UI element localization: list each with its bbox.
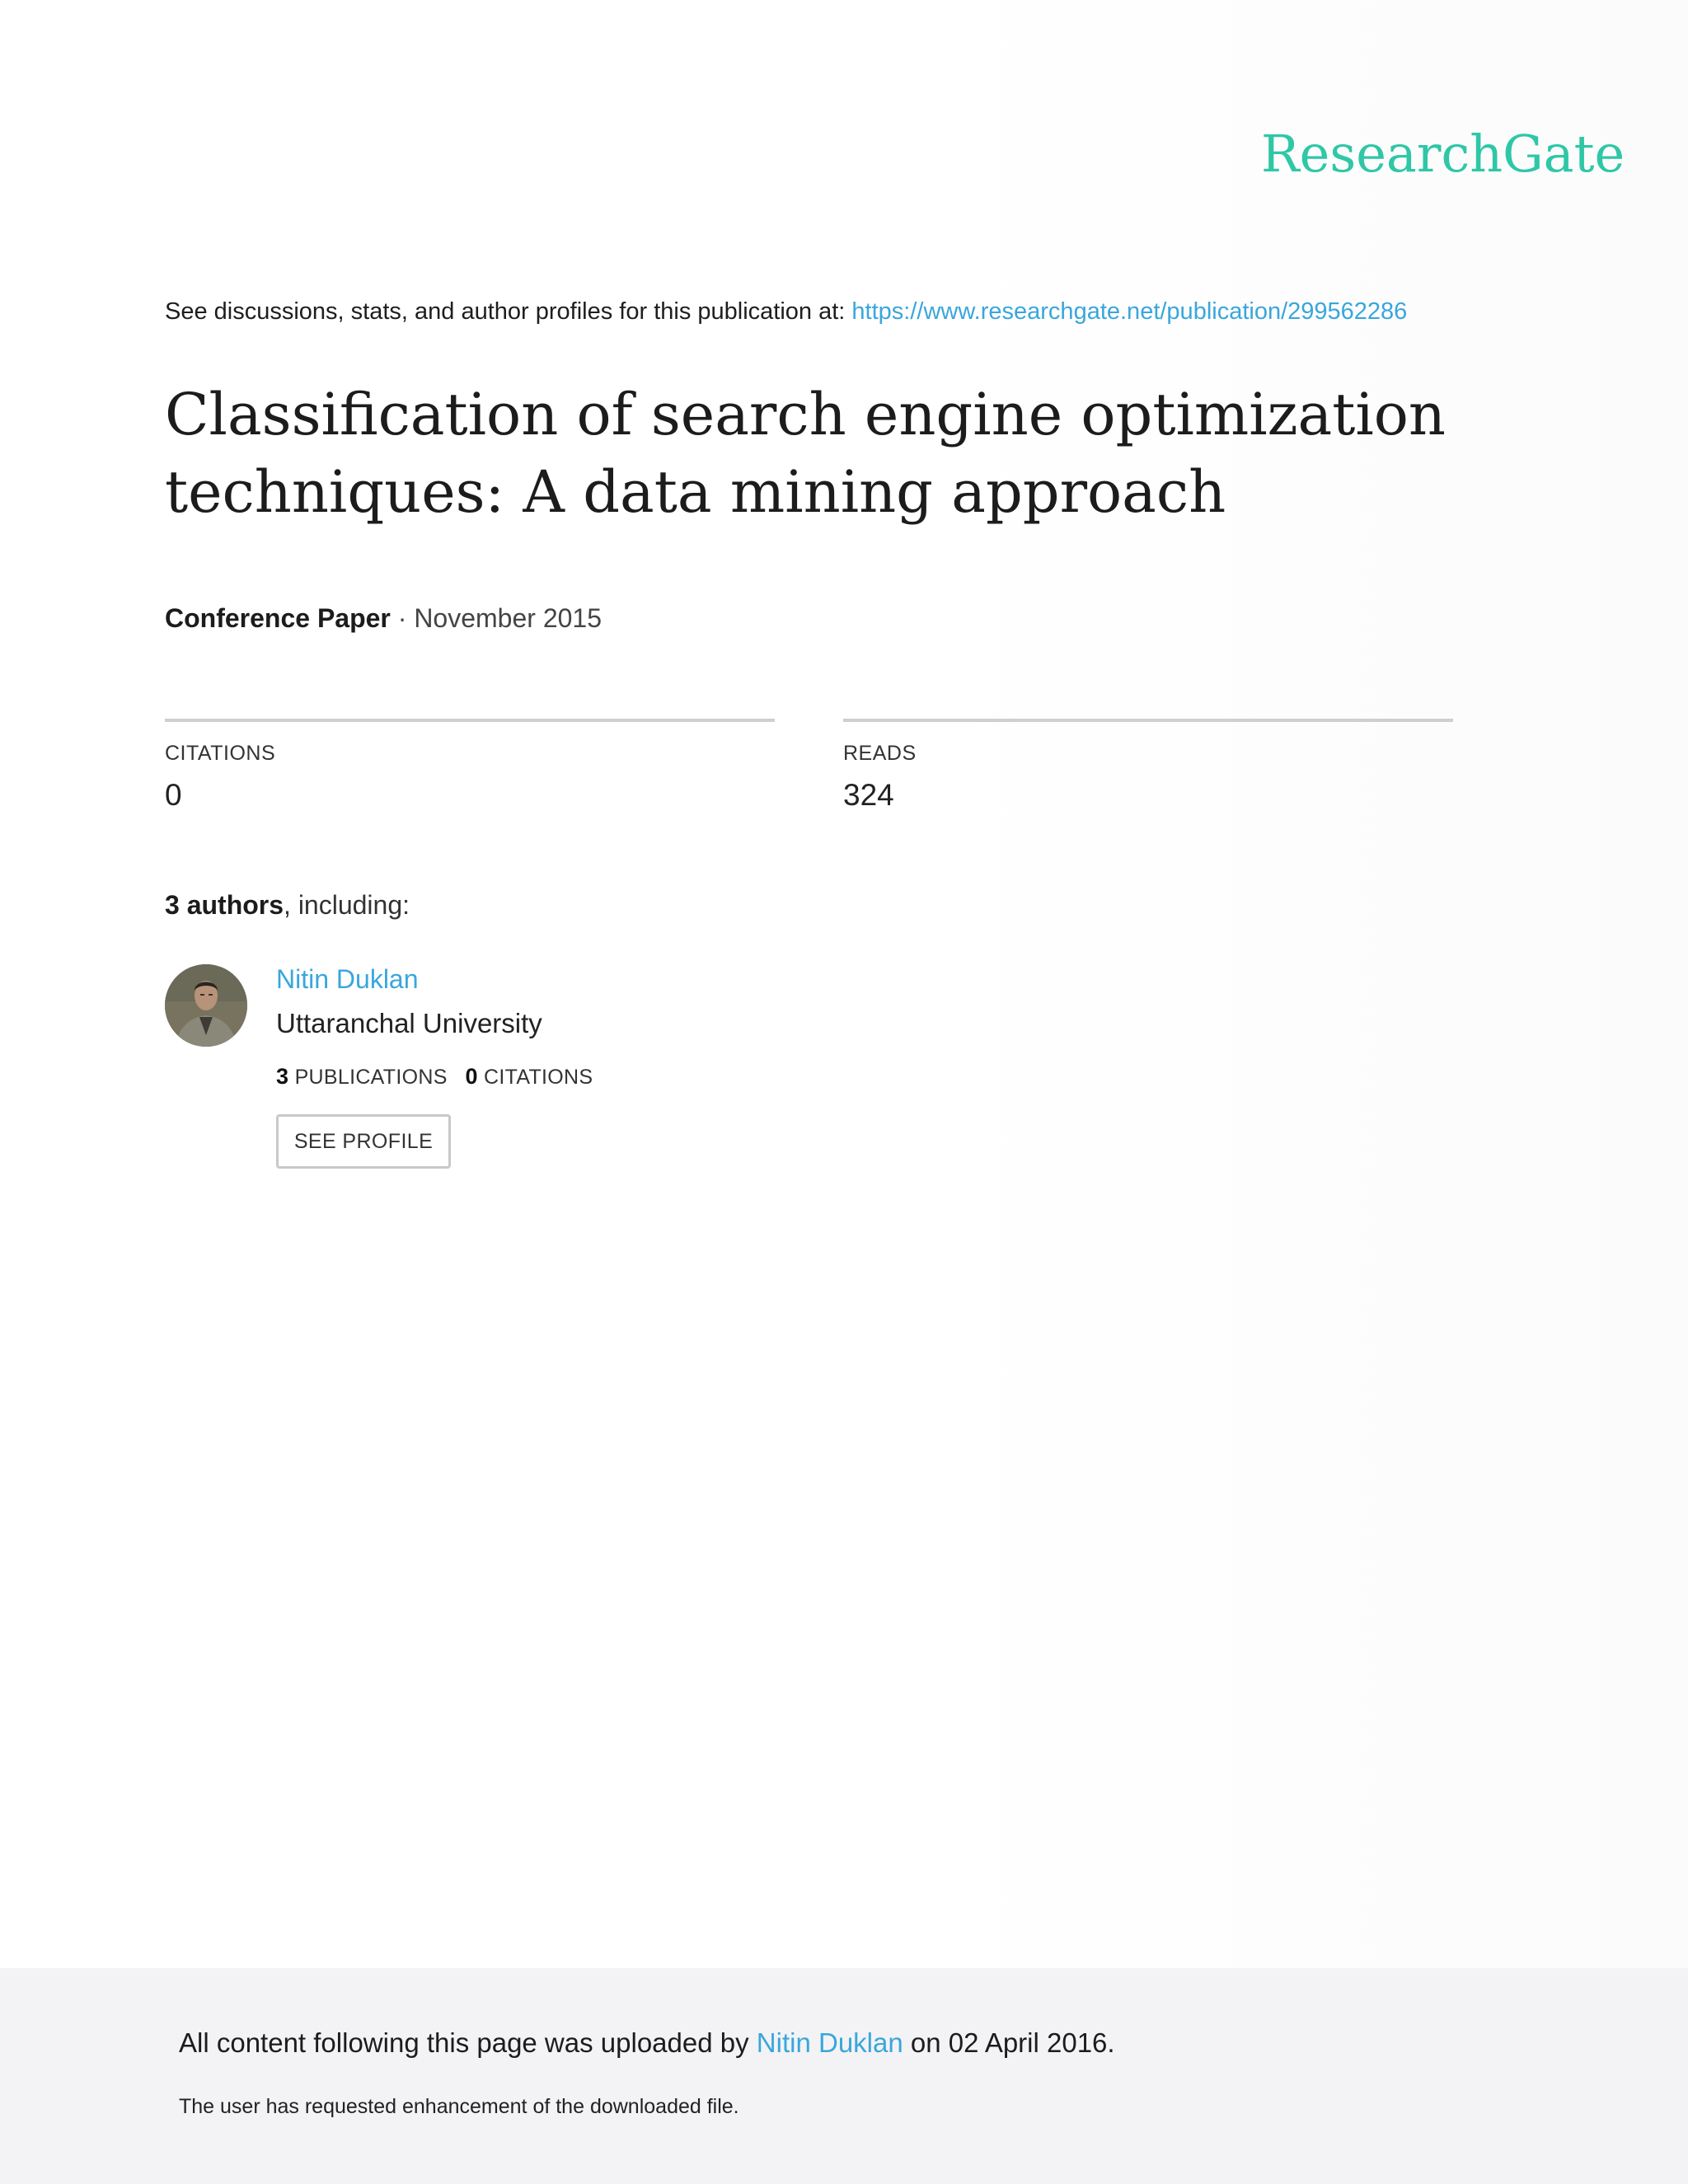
meta-separator: · xyxy=(390,603,415,633)
discussion-notice xyxy=(165,298,1407,326)
publication-link[interactable]: https://www.researchgate.net/publication/299562286 xyxy=(851,298,1408,325)
citations-value: 0 xyxy=(165,778,182,812)
authors-suffix: , including: xyxy=(284,890,410,920)
footer-panel xyxy=(0,1968,1688,2184)
publication-type: Conference Paper xyxy=(165,603,391,633)
researchgate-logo[interactable]: ResearchGate xyxy=(1261,124,1625,184)
citations-divider xyxy=(165,719,775,722)
author-photo xyxy=(165,964,247,1047)
reads-value: 324 xyxy=(843,778,894,812)
upload-suffix: on 02 April 2016. xyxy=(903,2027,1115,2058)
authors-heading xyxy=(165,890,410,921)
uploader-link[interactable]: Nitin Duklan xyxy=(756,2027,903,2058)
author-publications-count: 3 xyxy=(276,1064,289,1089)
reads-divider xyxy=(843,719,1453,722)
citations-label: CITATIONS xyxy=(165,742,276,765)
publication-meta xyxy=(165,603,602,634)
author-institution: Uttaranchal University xyxy=(276,1008,542,1038)
author-stats xyxy=(276,1064,593,1090)
author-avatar[interactable] xyxy=(165,964,247,1047)
upload-notice xyxy=(179,2027,1115,2059)
discussion-notice-text: See discussions, stats, and author profiles for this publication at: xyxy=(165,298,852,325)
enhancement-note: The user has requested enhancement of the downloaded file. xyxy=(179,2095,739,2118)
author-publications-label: PUBLICATIONS xyxy=(294,1066,448,1089)
reads-label: READS xyxy=(843,742,917,765)
see-profile-button[interactable]: SEE PROFILE xyxy=(276,1114,451,1169)
author-citations-label: CITATIONS xyxy=(484,1066,593,1089)
author-name-link[interactable]: Nitin Duklan xyxy=(276,964,419,994)
publication-date: November 2015 xyxy=(414,603,602,633)
publication-title: Classification of search engine optimization techniques: A data mining approach xyxy=(165,381,1446,526)
authors-count: 3 authors xyxy=(165,890,284,920)
upload-prefix: All content following this page was uploaded by xyxy=(179,2027,757,2058)
author-citations-count: 0 xyxy=(465,1064,478,1089)
